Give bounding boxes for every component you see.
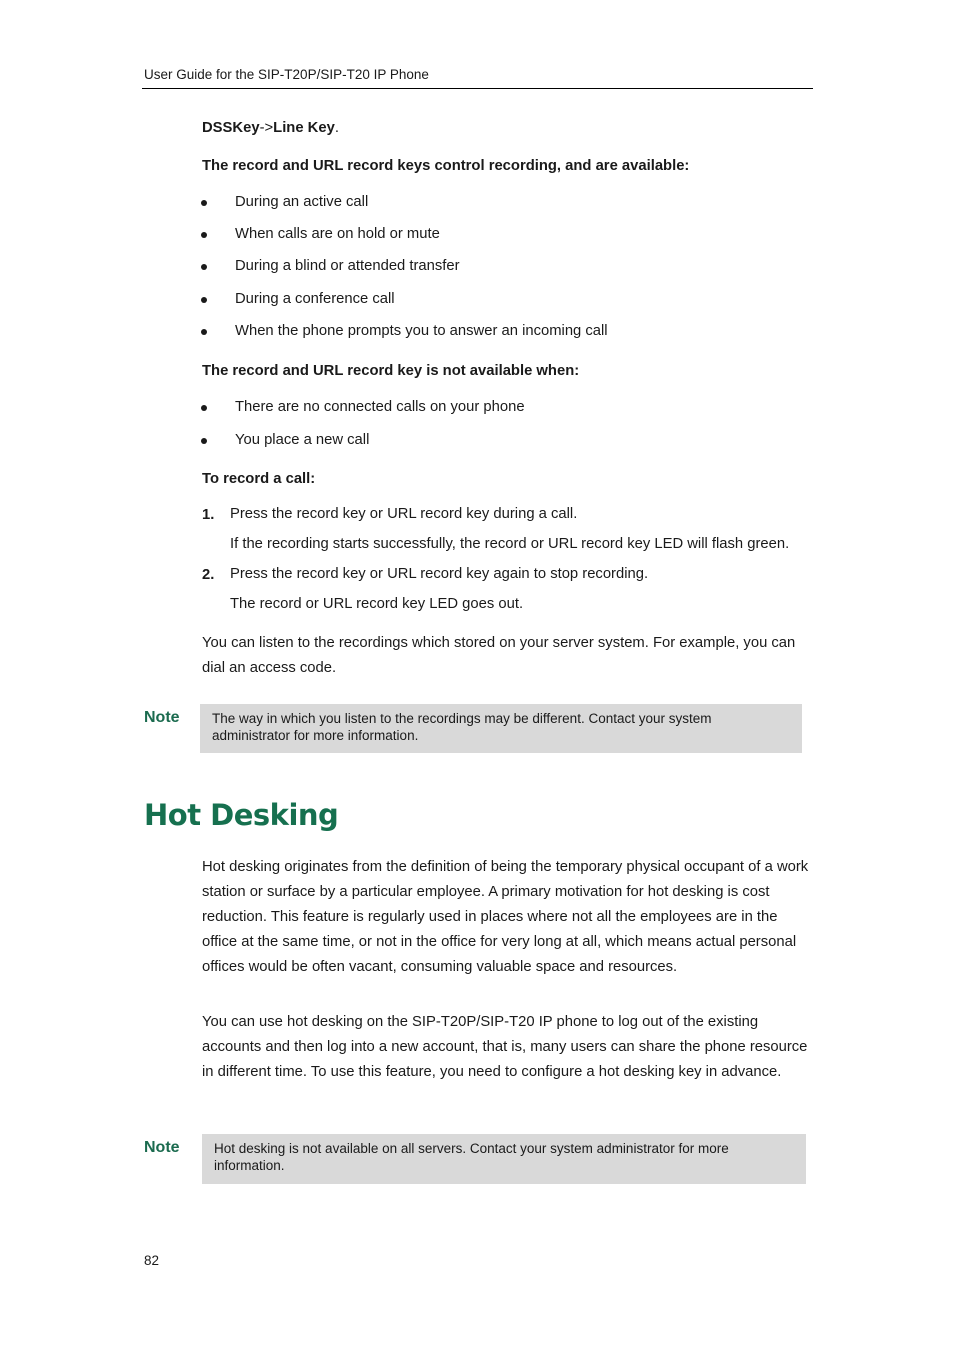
menu-path-part2: Line Key [273,120,335,136]
bullet-icon [201,232,207,238]
note-text: Hot desking is not available on all servers. Contact your system administrator for more information. [214,1141,729,1173]
menu-path-arrow: -> [259,120,274,136]
bullet-icon [201,264,207,270]
menu-path [202,118,339,138]
step-result: If the recording starts successfully, the record or URL record key LED will flash green. [230,536,790,552]
procedure-heading: To record a call: [202,471,316,487]
note-label: Note [144,1139,180,1156]
note-box [200,704,802,753]
list-item: During a blind or attended transfer [235,258,460,274]
bullet-icon [201,200,207,206]
page-header: User Guide for the SIP-T20P/SIP-T20 IP Phone [144,67,429,82]
step-text: Press the record key or URL record key again to stop recording. [230,566,649,582]
menu-path-period: . [334,120,339,136]
step-number: 1. [202,507,215,523]
list-item: During an active call [235,194,369,210]
page-number: 82 [144,1253,160,1268]
hot-desking-paragraph-2: You can use hot desking on the SIP-T20P/SIP-T20 IP phone to log out of the existing accounts and then log into a new account, that is, many users can share the phone resource in different time. To use this feature, you need to configure a hot desking key in advance. [202,1014,808,1080]
header-rule [142,88,813,89]
list-item: During a conference call [235,291,395,307]
step-result: The record or URL record key LED goes out. [230,596,524,612]
note-label: Note [144,709,180,726]
note-box [202,1134,806,1184]
list-item: You place a new call [235,432,370,448]
list-item: When calls are on hold or mute [235,226,440,242]
menu-path-part1: DSSKey [202,120,260,136]
step-text: Press the record key or URL record key during a call. [230,506,578,522]
available-heading: The record and URL record keys control recording, and are available: [202,158,690,174]
list-item: When the phone prompts you to answer an incoming call [235,323,608,339]
step-number: 2. [202,567,215,583]
not-available-heading: The record and URL record key is not available when: [202,363,580,379]
bullet-icon [201,405,207,411]
listen-paragraph: You can listen to the recordings which stored on your server system. For example, you can dial an access code. [202,635,796,676]
bullet-icon [201,438,207,444]
note-text: The way in which you listen to the recordings may be different. Contact your system administrator for more information. [212,711,712,743]
bullet-icon [201,329,207,335]
section-title: Hot Desking [144,798,339,832]
list-item: There are no connected calls on your phone [235,399,525,415]
bullet-icon [201,297,207,303]
hot-desking-paragraph-1: Hot desking originates from the definition of being the temporary physical occupant of a work station or surface by a particular employee. A primary motivation for hot desking is cost reduction. This feature is regularly used in places where not all the employees are in the office at the same time, or not in the office for very long at all, which means actual personal offices would be often vacant, consuming valuable space and resources. [202,859,809,975]
